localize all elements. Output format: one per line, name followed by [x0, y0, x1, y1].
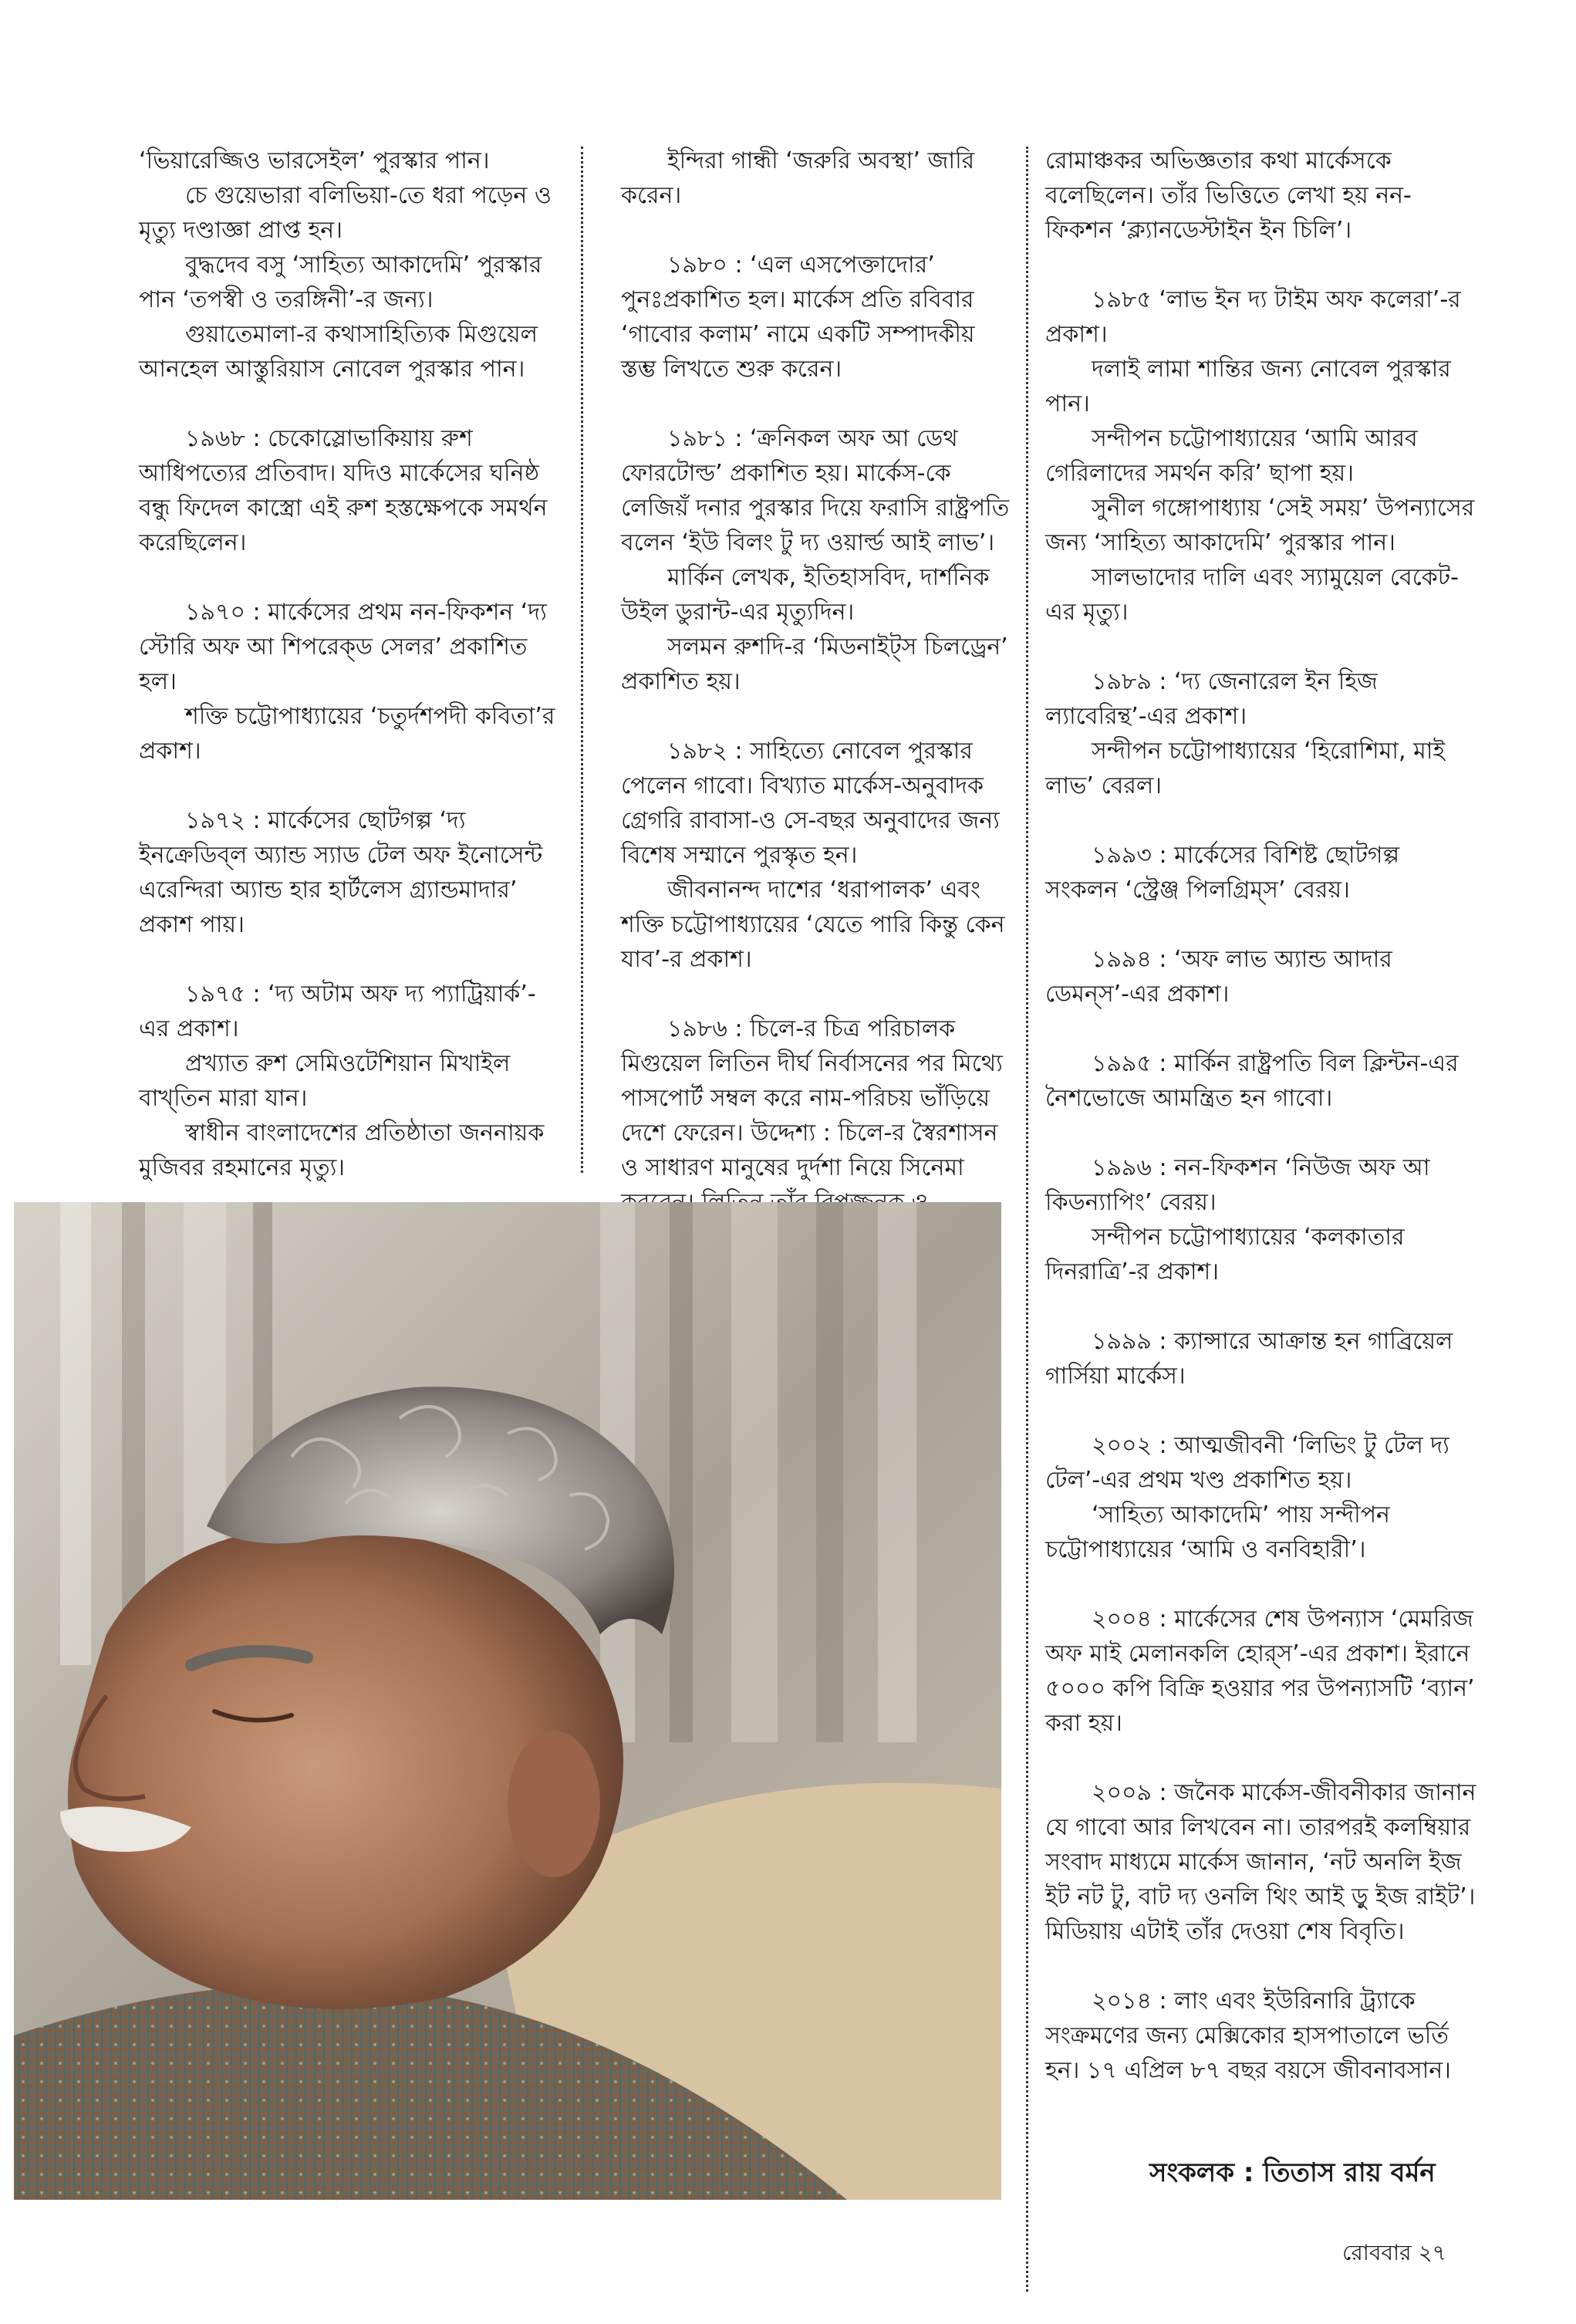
- portrait-photo: [14, 1202, 1001, 2200]
- timeline-paragraph: ইন্দিরা গান্ধী ‘জরুরি অবস্থা’ জারি করেন।: [621, 147, 975, 209]
- timeline-paragraph: সন্দীপন চট্টোপাধ্যায়ের ‘কলকাতার দিনরাত্রি’-র প্রকাশ।: [1045, 1224, 1405, 1285]
- paragraph-gap: [621, 213, 1014, 248]
- timeline-paragraph: ১৯৬৮ : চেকোস্লোভাকিয়ায় রুশ আধিপত্যের প্রতিবাদ। যদিও মার্কেসের ঘনিষ্ঠ বন্ধু ফিদেল কাস্ত্রো এই রুশ হস্তক্ষেপকে সমর্থন করেছিলেন।: [139, 425, 548, 556]
- timeline-paragraph: ১৯৯৩ : মার্কেসের বিশিষ্ট ছোটগল্প সংকলন ‘স্ট্রেঞ্জ পিলগ্রিম্‌স’ বেরয়।: [1045, 842, 1400, 904]
- paragraph-gap: [1045, 1012, 1477, 1046]
- timeline-paragraph: শক্তি চট্টোপাধ্যায়ের ‘চতুর্দশপদী কবিতা’র প্রকাশ।: [139, 703, 555, 765]
- timeline-paragraph: ১৯৮৬ : চিলে-র চিত্র পরিচালক মিগুয়েল লিতিন দীর্ঘ নির্বাসনের পর মিথ্যে পাসপোর্ট সম্বল করে নাম-পরিচয় ভাঁড়িয়ে দেশে ফেরেন। উদ্দেশ্য : চিলে-র স্বৈরশাসন ও সাধারণ মানুষের দুর্দশা নিয়ে সিনেমা: [621, 1015, 1003, 1181]
- paragraph-gap: [1045, 1949, 1477, 1984]
- timeline-paragraph: দলাই লামা শান্তির জন্য নোবেল পুরস্কার পান।: [1045, 356, 1451, 417]
- paragraph-gap: [621, 977, 1014, 1012]
- timeline-paragraph: গুয়াতেমালা-র কথাসাহিত্যিক মিগুয়েল আনহেল আস্তুরিয়াস নোবেল পুরস্কার পান।: [139, 321, 538, 383]
- timeline-paragraph: ১৯৭০ : মার্কেসের প্রথম নন-ফিকশন ‘দ্য স্টোরি অফ আ শিপরেক্ড সেলর’ প্রকাশিত হল।: [139, 599, 547, 695]
- timeline-paragraph: ১৯৭৫ : ‘দ্য অটাম অফ দ্য প্যাট্রিয়ার্ক’-এর প্রকাশ।: [139, 981, 536, 1042]
- timeline-paragraph: ‘ভিয়ারেজ্জিও ভারসেইল’ পুরস্কার পান।: [139, 147, 490, 174]
- timeline-paragraph: সন্দীপন চট্টোপাধ্যায়ের ‘হিরোশিমা, মাই লাভ’ বেরল।: [1045, 738, 1446, 799]
- timeline-paragraph: ১৯৭২ : মার্কেসের ছোটগল্প ‘দ্য ইনক্রেডিব্‌ল অ্যান্ড স্যাড টেল অফ ইনোসেন্ট এরেন্দিরা অ্যান্ড হার হার্টলেস গ্র্যান্ডমাদার’ প্রকাশ পায়।: [139, 807, 543, 938]
- paragraph-gap: [139, 387, 555, 421]
- text-column-1: [139, 144, 555, 1185]
- timeline-paragraph: সলমন রুশদি-র ‘মিডনাইট্‌স চিলড্রেন’ প্রকাশিত হয়।: [621, 633, 1008, 695]
- timeline-paragraph: ২০০৯ : জনৈক মার্কেস-জীবনীকার জানান যে গাবো আর লিখবেন না। তারপরই কলম্বিয়ার সংবাদ মাধ্যমে মার্কেস জানান, ‘নট অনলি ইজ ইট নট টু, বাট দ্য ওনলি থিং আই ড়ু ইজ রাইট’। মিডিয়ায় এটাই তাঁর দেওয়া শেষ বিবৃতি।: [1045, 1779, 1476, 1945]
- column-divider-2: [1026, 147, 1028, 2292]
- paragraph-gap: [1045, 1289, 1477, 1324]
- compiler-credit: সংকলক : তিতাস রায় বর্মন: [1149, 2157, 1436, 2188]
- paragraph-gap: [1045, 1116, 1477, 1150]
- paragraph-gap: [139, 768, 555, 803]
- column-divider-1: [581, 147, 583, 1173]
- timeline-paragraph: ১৯৮২ : সাহিত্যে নোবেল পুরস্কার পেলেন গাবো। বিখ্যাত মার্কেস-অনুবাদক গ্রেগরি রাবাসা-ও সে-বছর অনুবাদের জন্য বিশেষ সম্মানে পুরস্কৃত হন।: [621, 738, 1000, 869]
- timeline-paragraph: ১৯৯৬ : নন-ফিকশন ‘নিউজ অফ আ কিডন্যাপিং’ বেরয়।: [1045, 1154, 1430, 1216]
- timeline-paragraph: মার্কিন লেখক, ইতিহাসবিদ, দার্শনিক উইল ডুরান্ট-এর মৃত্যুদিন।: [621, 564, 990, 626]
- timeline-paragraph: চে গুয়েভারা বলিভিয়া-তে ধরা পড়েন ও মৃত্যু দণ্ডাজ্ঞা প্রাপ্ত হন।: [139, 182, 552, 244]
- timeline-paragraph: ১৯৯৫ : মার্কিন রাষ্ট্রপতি বিল ক্লিন্টন-এর নৈশভোজে আমন্ত্রিত হন গাবো।: [1045, 1050, 1459, 1112]
- paragraph-gap: [139, 560, 555, 595]
- text-column-2: [621, 144, 1014, 1220]
- timeline-paragraph: ১৯৮৫ ‘লাভ ইন দ্য টাইম অফ কলেরা’-র প্রকাশ।: [1045, 286, 1461, 348]
- paragraph-gap: [1045, 1567, 1477, 1602]
- timeline-paragraph: ২০০৪ : মার্কেসের শেষ উপন্যাস ‘মেমরিজ অফ মাই মেলানকলি হোর্‌স’-এর প্রকাশ। ইরানে ৫০০০ কপি বিক্রি হওয়ার পর উপন্যাসটি ‘ব্যান’ করা হয়।: [1045, 1606, 1475, 1737]
- timeline-paragraph: ‘সাহিত্য আকাদেমি’ পায় সন্দীপন চট্টোপাধ্যায়ের ‘আমি ও বনবিহারী’।: [1045, 1501, 1390, 1563]
- timeline-paragraph: সন্দীপন চট্টোপাধ্যায়ের ‘আমি আরব গেরিলাদের সমর্থন করি’ ছাপা হয়।: [1045, 425, 1418, 487]
- paragraph-gap: [1045, 630, 1477, 664]
- paragraph-gap: [139, 942, 555, 977]
- timeline-paragraph: সালভাদোর দালি এবং স্যামুয়েল বেকেট-এর মৃত্যু।: [1045, 564, 1459, 626]
- text-column-3: [1045, 144, 1477, 2088]
- timeline-paragraph: বুদ্ধদেব বসু ‘সাহিত্য আকাদেমি’ পুরস্কার পান ‘তপস্বী ও তরঙ্গিনী’-র জন্য।: [139, 252, 542, 313]
- portrait-photo-art: [14, 1202, 1001, 2200]
- paragraph-gap: [1045, 1393, 1477, 1428]
- paragraph-gap: [621, 699, 1014, 734]
- timeline-paragraph: ২০০২ : আত্মজীবনী ‘লিভিং টু টেল দ্য টেল’-এর প্রথম খণ্ড প্রকাশিত হয়।: [1045, 1432, 1449, 1494]
- paragraph-gap: [621, 387, 1014, 421]
- paragraph-gap: [1045, 803, 1477, 838]
- paragraph-gap: [1045, 248, 1477, 282]
- timeline-paragraph: ১৯৮৯ : ‘দ্য জেনারেল ইন হিজ ল্যাবেরিন্থ’-এর প্রকাশ।: [1045, 668, 1378, 730]
- timeline-paragraph: ১৯৮০ : ‘এল এসপেক্তাদোর’ পুনঃপ্রকাশিত হল। মার্কেস প্রতি রবিবার ‘গাবোর কলাম’ নামে একটি সম্পাদকীয় স্তম্ভ লিখতে শুরু করেন।: [621, 252, 975, 383]
- paragraph-gap: [1045, 1741, 1477, 1775]
- timeline-paragraph: স্বাধীন বাংলাদেশের প্রতিষ্ঠাতা জননায়ক মুজিবর রহমানের মৃত্যু।: [139, 1120, 545, 1181]
- timeline-paragraph: সুনীল গঙ্গোপাধ্যায় ‘সেই সময়’ উপন্যাসের জন্য ‘সাহিত্য আকাদেমি’ পুরস্কার পান।: [1045, 495, 1475, 556]
- paragraph-gap: [1045, 907, 1477, 942]
- timeline-paragraph: প্রখ্যাত রুশ সেমিওটেশিয়ান মিখাইল বাখ্‌তিন মারা যান।: [139, 1050, 511, 1112]
- timeline-paragraph: ১৯৯৯ : ক্যান্সারে আক্রান্ত হন গাব্রিয়েল গার্সিয়া মার্কেস।: [1045, 1328, 1453, 1390]
- timeline-paragraph: ২০১৪ : লাং এবং ইউরিনারি ট্র্যাকে সংক্রমণের জন্য মেক্সিকোর হাসপাতালে ভর্তি হন। ১৭ এপ্রিল ৮৭ বছর বয়সে জীবনাবসান।: [1045, 1988, 1451, 2084]
- timeline-paragraph: ১৯৮১ : ‘ক্রনিকল অফ আ ডেথ ফোরটোল্ড’ প্রকাশিত হয়। মার্কেস-কে লেজিয়ঁ দনার পুরস্কার দিয়ে ফরাসি রাষ্ট্রপতি বলেন ‘ইউ বিলং টু দ্য ওয়ার্ল্ড আই লাভ’।: [621, 425, 1010, 556]
- timeline-paragraph: জীবনানন্দ দাশের ‘ধরাপালক’ এবং শক্তি চট্টোপাধ্যায়ের ‘যেতে পারি কিন্তু কেন যাব’-র প্রকাশ।: [621, 877, 1005, 973]
- timeline-paragraph: রোমাঞ্চকর অভিজ্ঞতার কথা মার্কেসকে বলেছিলেন। তাঁর ভিত্তিতে লেখা হয় নন-ফিকশন ‘ক্ল্যানডেস্টাইন ইন চিলি’।: [1045, 147, 1412, 244]
- page-footer: রোববার ২৭: [1342, 2240, 1446, 2265]
- timeline-paragraph: ১৯৯৪ : ‘অফ লাভ অ্যান্ড আদার ডেমন্‌স’-এর প্রকাশ।: [1045, 946, 1392, 1008]
